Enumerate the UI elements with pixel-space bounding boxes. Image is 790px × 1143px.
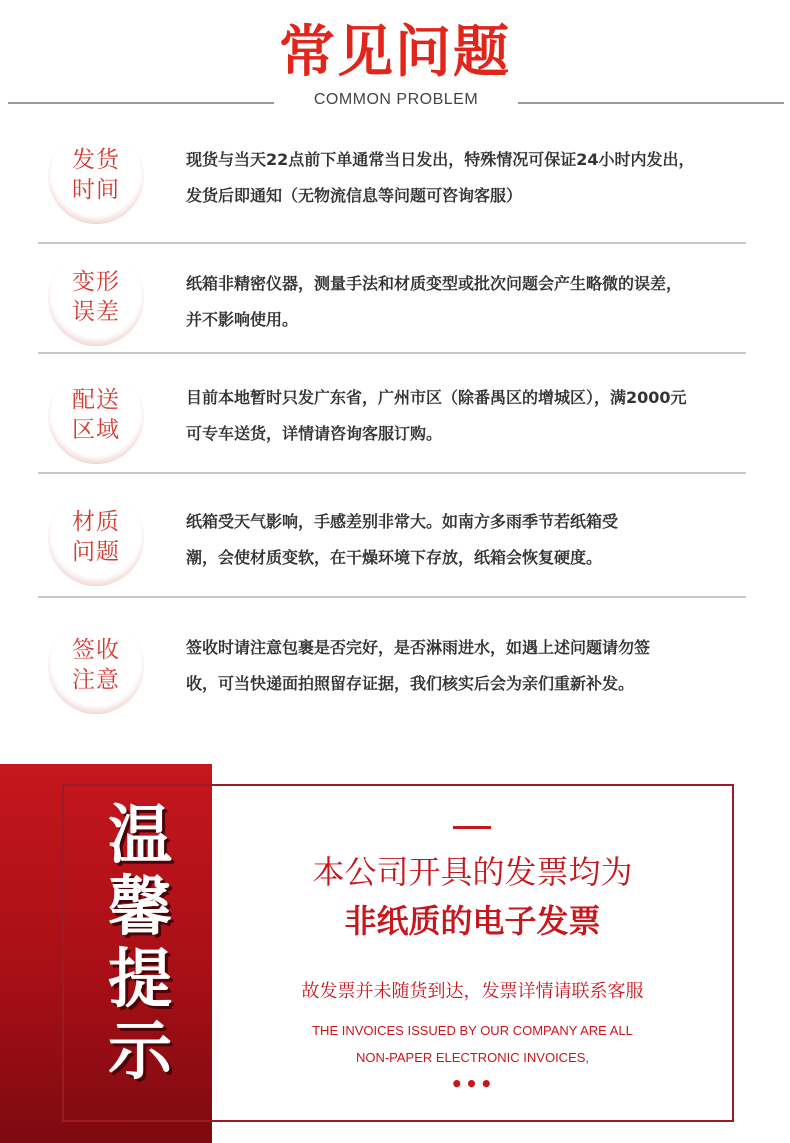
notice-line-3: 故发票并未随货到达，发票详情请联系客服 [301,981,644,1002]
answer-line: 纸箱非精密仪器，测量手法和材质变型或批次问题会产生略微的误差， [186,274,683,293]
notice-dash [453,826,491,829]
faq-divider [38,472,746,474]
badge-label: 变形 [72,269,120,295]
answer-line: 现货与当天22点前下单通常当日发出，特殊情况可保证24小时内发出， [186,150,695,169]
notice-line-2: 非纸质的电子发票 [344,902,601,940]
faq-answer [186,380,776,452]
faq-divider [38,242,746,244]
answer-line: 签收时请注意包裹是否完好，是否淋雨进水，如遇上述问题请勿签 [186,638,651,657]
answer-line: 目前本地暂时只发广东省，广州市区（除番禺区的增城区），满2000元 [186,388,687,407]
faq-divider [38,596,746,598]
answer-line: 收，可当快递面拍照留存证据，我们核实后会为亲们重新补发。 [186,674,635,693]
badge-label: 签收 [72,637,120,663]
page-title: 常见问题 [279,20,511,85]
faq-item-deformation [0,250,790,360]
faq-badge [48,250,144,346]
faq-badge [48,368,144,464]
badge-label: 材质 [72,509,120,535]
badge-label: 时间 [72,177,120,203]
answer-line: 可专车送货，详情请咨询客服订购。 [186,424,443,443]
notice-english-line-1: THE INVOICES ISSUED BY OUR COMPANY ARE ALL [312,1023,633,1038]
faq-answer [186,142,776,214]
answer-line: 纸箱受天气影响，手感差别非常大。如南方多雨季节若纸箱受 [186,512,619,531]
faq-badge [48,618,144,714]
answer-line: 潮，会使材质变软，在干燥环境下存放，纸箱会恢复硬度。 [186,548,603,567]
faq-answer [186,504,776,576]
faq-answer [186,266,776,338]
answer-line: 并不影响使用。 [186,310,299,329]
notice-english-line-2: NON-PAPER ELECTRONIC INVOICES, [355,1050,590,1065]
page-subtitle: COMMON PROBLEM [313,91,479,108]
notice-content-panel [213,786,732,1120]
title-divider-left [8,102,274,104]
notice-heading-char: 温 [108,799,172,873]
faq-divider [38,352,746,354]
badge-label: 区域 [72,417,120,443]
notice-dots: ••• [450,1072,495,1096]
badge-label: 发货 [72,147,120,173]
faq-item-signing [0,618,790,728]
title-divider-right [518,102,784,104]
faq-item-shipping-time [0,128,790,238]
faq-badge [48,128,144,224]
badge-label: 问题 [72,539,120,565]
notice-heading-char: 提 [108,943,172,1017]
badge-label: 误差 [72,299,120,325]
notice-line-1: 本公司开具的发票均为 [312,853,633,891]
faq-item-material [0,490,790,600]
faq-item-delivery-area [0,368,790,478]
faq-badge [48,490,144,586]
badge-label: 注意 [72,667,120,693]
notice-heading-char: 示 [108,1015,172,1089]
notice-heading-char: 馨 [108,871,172,945]
faq-answer [186,630,776,702]
answer-line: 发货后即通知（无物流信息等问题可咨询客服） [186,186,523,205]
badge-label: 配送 [72,387,120,413]
